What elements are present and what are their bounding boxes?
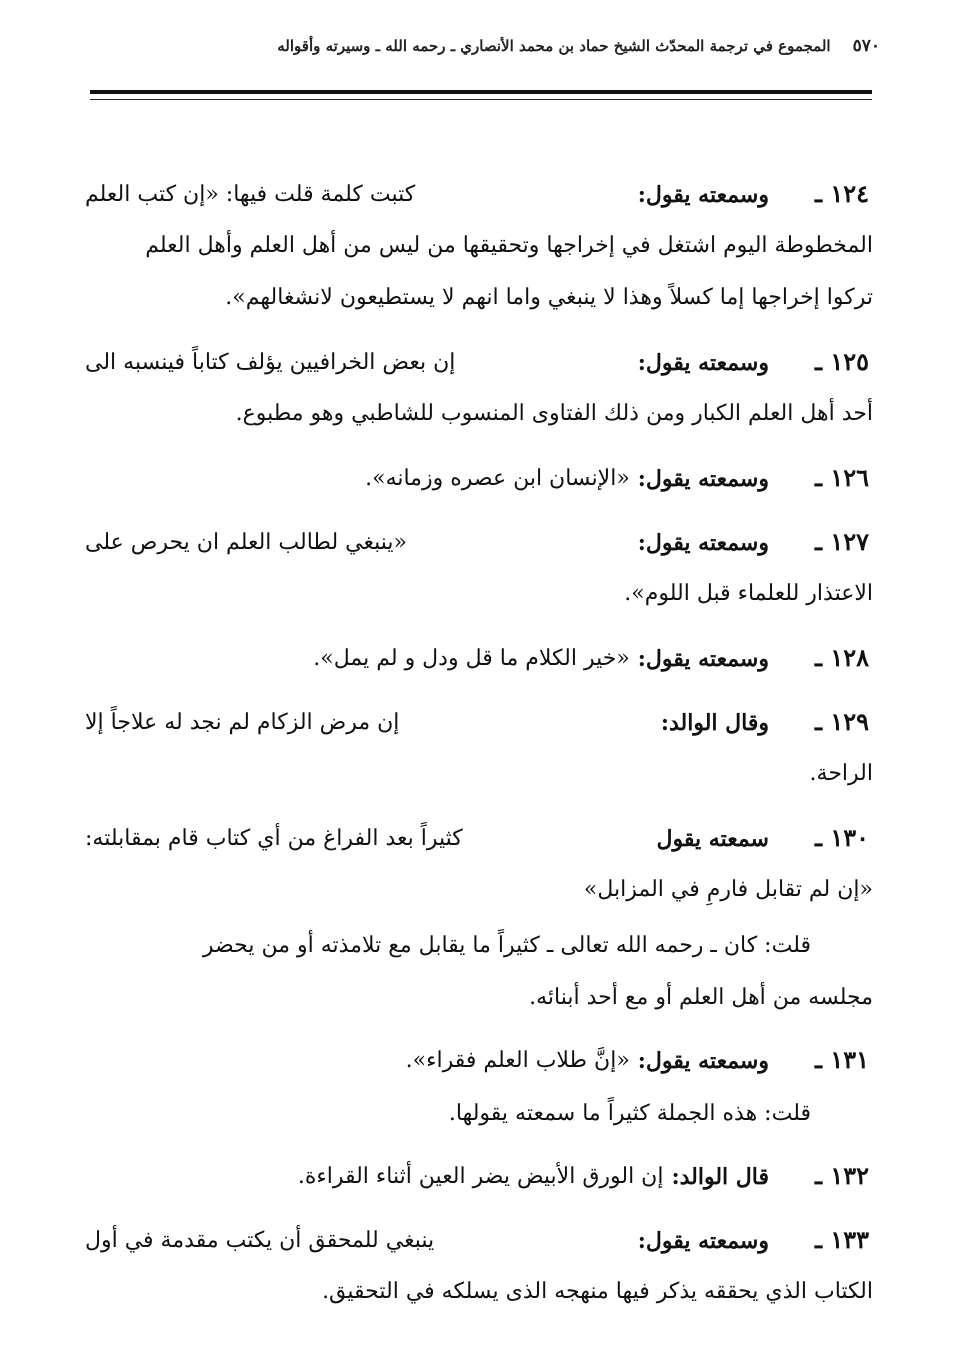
entry-number: ١٣٢ ـ	[814, 1161, 869, 1190]
entry-number: ١٢٨ ـ	[814, 643, 869, 672]
entry-number: ١٢٩ ـ	[814, 707, 869, 736]
entry-number: ١٢٧ ـ	[814, 527, 869, 556]
entry-128	[85, 632, 873, 684]
speaker: وسمعته يقول:	[637, 466, 769, 492]
speaker: قال الوالد:	[671, 1164, 769, 1190]
entry-line: المخطوطة اليوم اشتغل في إخراجها وتحقيقها من ليس من أهل العلم وأهل العلم	[145, 233, 873, 258]
speaker: وسمعته يقول:	[637, 1228, 769, 1254]
entry-text: ينبغي للمحقق أن يكتب مقدمة في أول	[85, 1228, 435, 1253]
entry-133	[85, 1214, 873, 1318]
speaker: وسمعته يقول:	[637, 350, 769, 376]
header-rule-thin	[90, 99, 872, 100]
header-rule-thick	[90, 90, 872, 94]
speaker: وسمعته يقول:	[637, 530, 769, 556]
entry-line: أحد أهل العلم الكبار ومن ذلك الفتاوى المنسوب للشاطبي وهو مطبوع.	[235, 401, 873, 426]
note-line: قلت: هذه الجملة كثيراً ما سمعته يقولها.	[448, 1101, 811, 1126]
entry-text: «إنَّ طلاب العلم فقراء».	[405, 1048, 630, 1073]
page-body	[85, 168, 873, 1330]
entry-125	[85, 336, 873, 440]
entry-126	[85, 452, 873, 504]
note-130	[85, 920, 873, 1024]
entry-text: كثيراً بعد الفراغ من أي كتاب قام بمقابلته:	[85, 826, 463, 851]
entry-132	[85, 1150, 873, 1202]
entry-line: الاعتذار للعلماء قبل اللوم».	[624, 581, 873, 606]
entry-number: ١٢٥ ـ	[814, 347, 869, 376]
entry-number: ١٢٤ ـ	[814, 179, 869, 208]
entry-text: إن الورق الأبيض يضر العين أثناء القراءة.	[297, 1164, 664, 1189]
speaker: سمعته يقول	[656, 826, 769, 852]
note-line: قلت: كان ـ رحمه الله تعالى ـ كثيراً ما يقابل مع تلامذته أو من يحضر	[202, 933, 811, 958]
page-number: ٥٧٠	[852, 36, 880, 56]
entry-text: «ينبغي لطالب العلم ان يحرص على	[85, 530, 407, 555]
speaker: وسمعته يقول:	[637, 182, 769, 208]
entry-text: «خير الكلام ما قل ودل و لم يمل».	[313, 646, 630, 671]
entry-127	[85, 516, 873, 620]
entry-number: ١٣٠ ـ	[814, 823, 869, 852]
page-header	[180, 36, 880, 56]
entry-text: «الإنسان ابن عصره وزمانه».	[365, 466, 630, 491]
entry-line: تركوا إخراجها إما كسلاً وهذا لا ينبغي واما انهم لا يستطيعون لانشغالهم».	[225, 285, 873, 310]
speaker: وسمعته يقول:	[637, 1048, 769, 1074]
entry-text: كتبت كلمة قلت فيها: «إن كتب العلم	[85, 182, 416, 207]
entry-text: إن مرض الزكام لم نجد له علاجاً إلا	[85, 710, 400, 735]
entry-number: ١٣١ ـ	[814, 1045, 869, 1074]
note-131	[85, 1088, 873, 1140]
entry-text: إن بعض الخرافيين يؤلف كتاباً فينسبه الى	[85, 350, 456, 375]
entry-129	[85, 696, 873, 800]
entry-130	[85, 812, 873, 916]
entry-number: ١٢٦ ـ	[814, 463, 869, 492]
quoted-saying: «إن لم تقابل فارمِ في المزابل»	[583, 877, 873, 902]
speaker: وسمعته يقول:	[637, 646, 769, 672]
entry-number: ١٣٣ ـ	[814, 1225, 869, 1254]
speaker: وقال الوالد:	[660, 710, 769, 736]
entry-line: الكتاب الذي يحققه يذكر فيها منهجه الذى يسلكه في التحقيق.	[322, 1279, 873, 1304]
note-line: مجلسه من أهل العلم أو مع أحد أبنائه.	[529, 985, 873, 1010]
entry-line: الراحة.	[809, 761, 873, 786]
entry-124	[85, 168, 873, 324]
entry-131	[85, 1034, 873, 1086]
running-title: المجموع في ترجمة المحدّث الشيخ حماد بن محمد الأنصاري ـ رحمه الله ـ وسيرته وأقواله	[277, 37, 831, 55]
